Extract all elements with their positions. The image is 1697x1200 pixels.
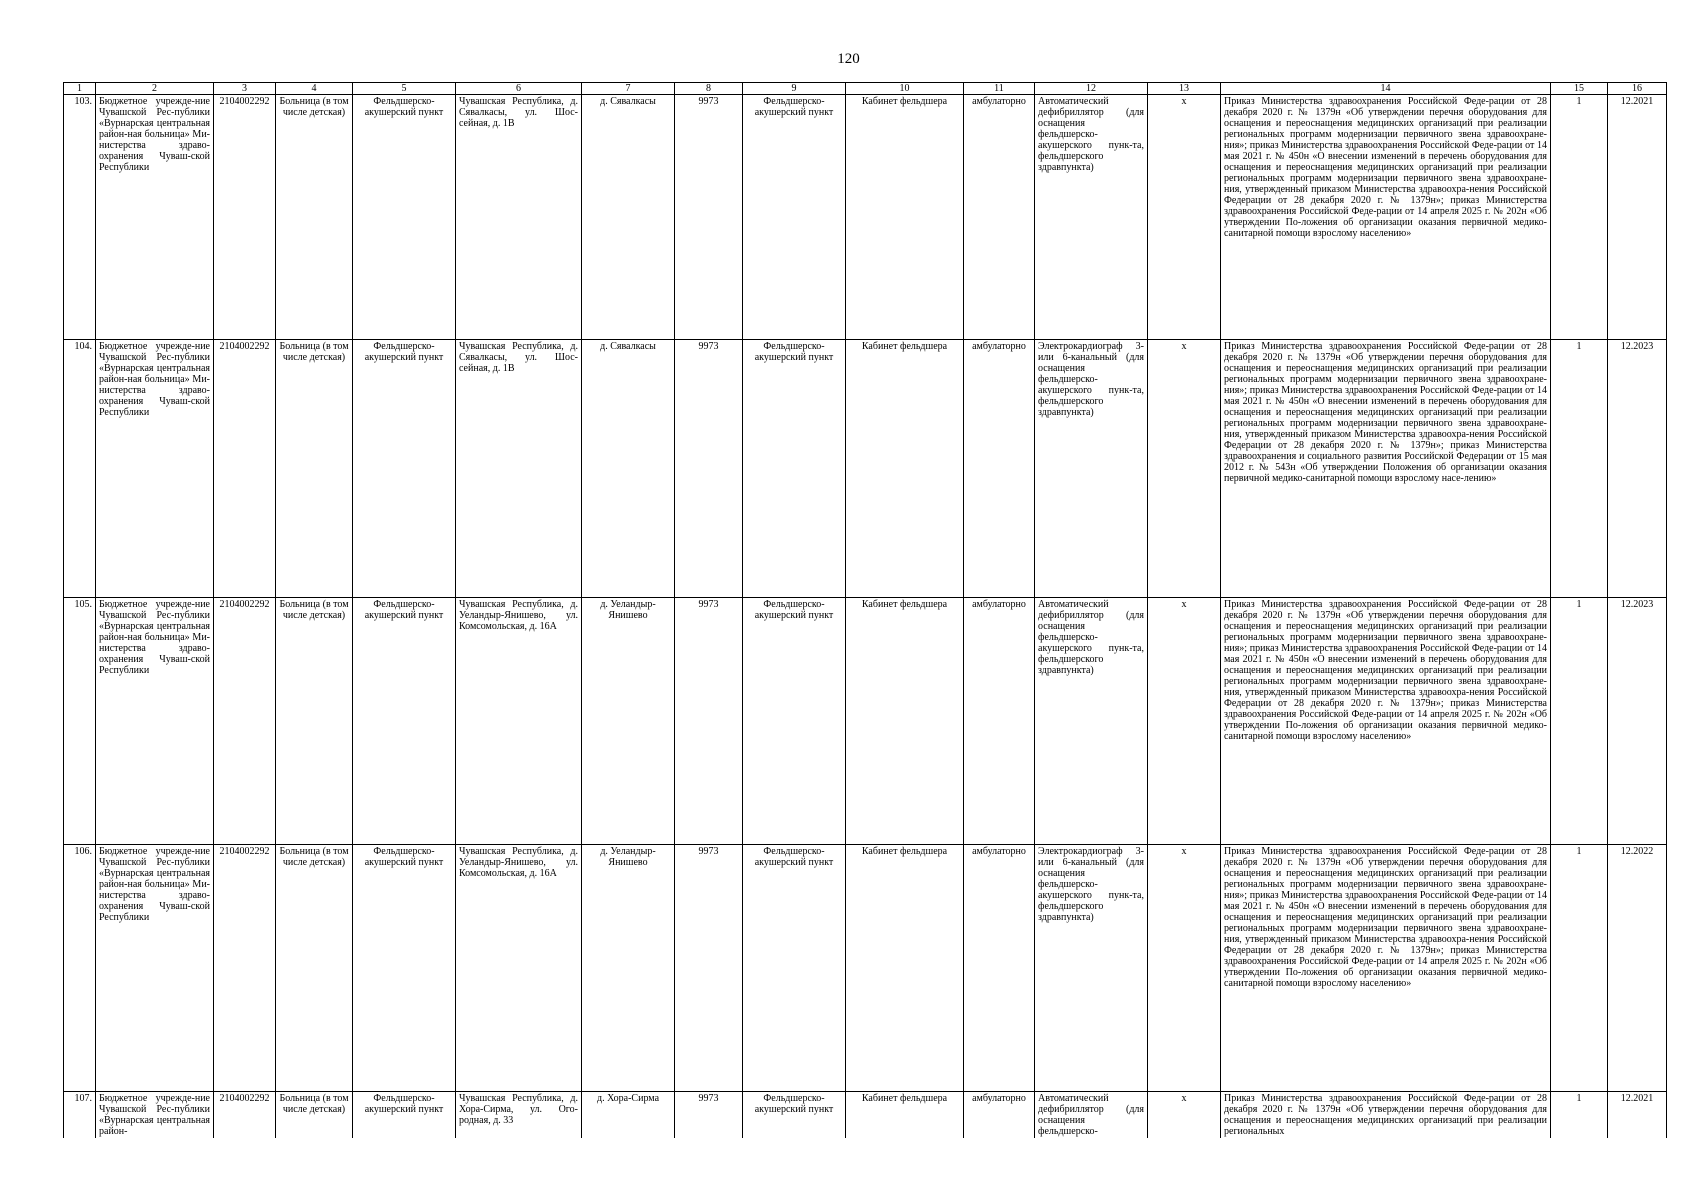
mark: x [1148, 340, 1221, 598]
organization-name: Бюджетное учрежде-ние Чувашской Рес-публики «Вурнарская центральная район-ная больница» Ми-нистерства здраво-охранения Чуваш-ской Республики [96, 95, 214, 340]
code: 9973 [675, 1092, 743, 1139]
column-header: 13 [1148, 83, 1221, 95]
address: Чувашская Республика, д. Сявалкасы, ул. Шос-сейная, д. 1В [456, 340, 582, 598]
date: 12.2021 [1608, 1092, 1667, 1139]
subdivision-type: Фельдшерско-акушерский пункт [743, 340, 846, 598]
column-header: 11 [964, 83, 1035, 95]
organization-name: Бюджетное учрежде-ние Чувашской Рес-публики «Вурнарская центральная район-ная больница» Ми-нистерства здраво-охранения Чуваш-ской Республики [96, 845, 214, 1092]
row-number: 105. [64, 598, 96, 845]
date: 12.2023 [1608, 340, 1667, 598]
organization-inn: 2104002292 [214, 845, 276, 1092]
subdivision-type: Фельдшерско-акушерский пункт [743, 1092, 846, 1139]
column-header: 1 [64, 83, 96, 95]
quantity: 1 [1551, 95, 1608, 340]
legal-basis: Приказ Министерства здравоохранения Российской Феде-рации от 28 декабря 2020 г. № 1379н «Об утверждении перечня оборудования для оснащения и переоснащения медицинских организаций при реализации региональных программ модернизации первичного звена здравоохране-ния»; приказ Министерства здравоохранения Российской Феде-рации от 14 мая 2021 г. № 450н «О внесении изменений в перечень оборудования для оснащения и переоснащения медицинских организаций при реализации региональных программ модернизации первичного звена здравоохране-ния, утвержденный приказом Министерства здравоохра-нения Российской Федерации от 28 декабря 2020 г. № 1379н»; приказ Министерства здравоохранения Российской Феде-рации от 14 апреля 2025 г. № 202н «Об утверждении По-ложения об организации оказания первичной медико-санитарной помощи взрослому населению» [1221, 845, 1551, 1092]
row-number: 103. [64, 95, 96, 340]
address: Чувашская Республика, д. Уеландыр-Янишево, ул. Комсомольская, д. 16А [456, 845, 582, 1092]
row-number: 107. [64, 1092, 96, 1139]
organization-type: Больница (в том числе детская) [276, 598, 353, 845]
locality: д. Уеландыр-Янишево [582, 598, 675, 845]
subdivision-type: Фельдшерско-акушерский пункт [743, 598, 846, 845]
equipment: Электрокардиограф 3- или 6-канальный (для оснащения фельдшерско-акушерского пунк-та, фельдшерского здравпункта) [1035, 340, 1148, 598]
care-mode: амбулаторно [964, 95, 1035, 340]
legal-basis: Приказ Министерства здравоохранения Российской Феде-рации от 28 декабря 2020 г. № 1379н «Об утверждении перечня оборудования для оснащения и переоснащения медицинских организаций при реализации региональных программ модернизации первичного звена здравоохране-ния»; приказ Министерства здравоохранения Российской Феде-рации от 14 мая 2021 г. № 450н «О внесении изменений в перечень оборудования для оснащения и переоснащения медицинских организаций при реализации региональных программ модернизации первичного звена здравоохране-ния, утвержденный приказом Министерства здравоохра-нения Российской Федерации от 28 декабря 2020 г. № 1379н»; приказ Министерства здравоохранения и социального развития Российской Федерации от 15 мая 2012 г. № 543н «Об утверждении Положения об организации оказания первичной медико-санитарной помощи взрослому насе-лению» [1221, 340, 1551, 598]
row-number: 106. [64, 845, 96, 1092]
care-mode: амбулаторно [964, 845, 1035, 1092]
column-header: 2 [96, 83, 214, 95]
column-header: 6 [456, 83, 582, 95]
mark: x [1148, 598, 1221, 845]
table-row [64, 95, 1667, 340]
column-header: 10 [846, 83, 964, 95]
organization-inn: 2104002292 [214, 340, 276, 598]
code: 9973 [675, 340, 743, 598]
code: 9973 [675, 845, 743, 1092]
column-header: 12 [1035, 83, 1148, 95]
organization-name: Бюджетное учрежде-ние Чувашской Рес-публики «Вурнарская центральная район- [96, 1092, 214, 1139]
locality: д. Сявалкасы [582, 340, 675, 598]
address: Чувашская Республика, д. Сявалкасы, ул. Шос-сейная, д. 1В [456, 95, 582, 340]
legal-basis: Приказ Министерства здравоохранения Российской Феде-рации от 28 декабря 2020 г. № 1379н «Об утверждении перечня оборудования для оснащения и переоснащения медицинских организаций при реализации региональных программ модернизации первичного звена здравоохране-ния»; приказ Министерства здравоохранения Российской Феде-рации от 14 мая 2021 г. № 450н «О внесении изменений в перечень оборудования для оснащения и переоснащения медицинских организаций при реализации региональных программ модернизации первичного звена здравоохране-ния, утвержденный приказом Министерства здравоохра-нения Российской Федерации от 28 декабря 2020 г. № 1379н»; приказ Министерства здравоохранения Российской Феде-рации от 14 апреля 2025 г. № 202н «Об утверждении По-ложения об организации оказания первичной медико-санитарной помощи взрослому населению» [1221, 598, 1551, 845]
organization-inn: 2104002292 [214, 1092, 276, 1139]
room: Кабинет фельдшера [846, 95, 964, 340]
equipment: Автоматический дефибриллятор (для оснащения фельдшерско-акушерского пунк-та, фельдшерского здравпункта) [1035, 598, 1148, 845]
subdivision: Фельдшерско-акушерский пункт [353, 598, 456, 845]
date: 12.2022 [1608, 845, 1667, 1092]
equipment: Электрокардиограф 3- или 6-канальный (для оснащения фельдшерско-акушерского пунк-та, фельдшерского здравпункта) [1035, 845, 1148, 1092]
quantity: 1 [1551, 598, 1608, 845]
column-header: 15 [1551, 83, 1608, 95]
code: 9973 [675, 598, 743, 845]
subdivision: Фельдшерско-акушерский пункт [353, 95, 456, 340]
care-mode: амбулаторно [964, 598, 1035, 845]
organization-type: Больница (в том числе детская) [276, 1092, 353, 1139]
date: 12.2021 [1608, 95, 1667, 340]
table-row [64, 845, 1667, 1092]
locality: д. Сявалкасы [582, 95, 675, 340]
equipment: Автоматический дефибриллятор (для оснащения фельдшерско-акушерского пунк-та, фельдшерского здравпункта) [1035, 95, 1148, 340]
column-header: 3 [214, 83, 276, 95]
subdivision-type: Фельдшерско-акушерский пункт [743, 845, 846, 1092]
subdivision-type: Фельдшерско-акушерский пункт [743, 95, 846, 340]
address: Чувашская Республика, д. Уеландыр-Янишево, ул. Комсомольская, д. 16А [456, 598, 582, 845]
page-number: 120 [837, 51, 860, 67]
column-header: 4 [276, 83, 353, 95]
room: Кабинет фельдшера [846, 598, 964, 845]
organization-type: Больница (в том числе детская) [276, 340, 353, 598]
organization-name: Бюджетное учрежде-ние Чувашской Рес-публики «Вурнарская центральная район-ная больница» Ми-нистерства здраво-охранения Чуваш-ской Республики [96, 598, 214, 845]
column-header: 7 [582, 83, 675, 95]
room: Кабинет фельдшера [846, 1092, 964, 1139]
organization-inn: 2104002292 [214, 598, 276, 845]
legal-basis: Приказ Министерства здравоохранения Российской Феде-рации от 28 декабря 2020 г. № 1379н «Об утверждении перечня оборудования для оснащения и переоснащения медицинских организаций при реализации региональных [1221, 1092, 1551, 1139]
mark: x [1148, 845, 1221, 1092]
table-row [64, 340, 1667, 598]
column-header: 16 [1608, 83, 1667, 95]
legal-basis: Приказ Министерства здравоохранения Российской Феде-рации от 28 декабря 2020 г. № 1379н «Об утверждении перечня оборудования для оснащения и переоснащения медицинских организаций при реализации региональных программ модернизации первичного звена здравоохране-ния»; приказ Министерства здравоохранения Российской Феде-рации от 14 мая 2021 г. № 450н «О внесении изменений в перечень оборудования для оснащения и переоснащения медицинских организаций при реализации региональных программ модернизации первичного звена здравоохране-ния, утвержденный приказом Министерства здравоохра-нения Российской Федерации от 28 декабря 2020 г. № 1379н»; приказ Министерства здравоохранения Российской Феде-рации от 14 апреля 2025 г. № 202н «Об утверждении По-ложения об организации оказания первичной медико-санитарной помощи взрослому населению» [1221, 95, 1551, 340]
column-header: 14 [1221, 83, 1551, 95]
quantity: 1 [1551, 1092, 1608, 1139]
address: Чувашская Республика, д. Хора-Сирма, ул. Ого-родная, д. 33 [456, 1092, 582, 1139]
room: Кабинет фельдшера [846, 845, 964, 1092]
table-row [64, 598, 1667, 845]
subdivision: Фельдшерско-акушерский пункт [353, 340, 456, 598]
quantity: 1 [1551, 340, 1608, 598]
code: 9973 [675, 95, 743, 340]
equipment-table [63, 82, 1667, 1138]
organization-type: Больница (в том числе детская) [276, 845, 353, 1092]
organization-name: Бюджетное учрежде-ние Чувашской Рес-публики «Вурнарская центральная район-ная больница» Ми-нистерства здраво-охранения Чуваш-ской Республики [96, 340, 214, 598]
organization-inn: 2104002292 [214, 95, 276, 340]
date: 12.2023 [1608, 598, 1667, 845]
locality: д. Хора-Сирма [582, 1092, 675, 1139]
column-header: 8 [675, 83, 743, 95]
room: Кабинет фельдшера [846, 340, 964, 598]
locality: д. Уеландыр-Янишево [582, 845, 675, 1092]
mark: x [1148, 95, 1221, 340]
subdivision: Фельдшерско-акушерский пункт [353, 845, 456, 1092]
care-mode: амбулаторно [964, 1092, 1035, 1139]
column-header: 9 [743, 83, 846, 95]
subdivision: Фельдшерско-акушерский пункт [353, 1092, 456, 1139]
table-row [64, 1092, 1667, 1139]
column-number-row [64, 83, 1667, 95]
quantity: 1 [1551, 845, 1608, 1092]
care-mode: амбулаторно [964, 340, 1035, 598]
equipment-table-container [63, 82, 1666, 1137]
mark: x [1148, 1092, 1221, 1139]
equipment: Автоматический дефибриллятор (для оснащения фельдшерско- [1035, 1092, 1148, 1139]
column-header: 5 [353, 83, 456, 95]
row-number: 104. [64, 340, 96, 598]
organization-type: Больница (в том числе детская) [276, 95, 353, 340]
